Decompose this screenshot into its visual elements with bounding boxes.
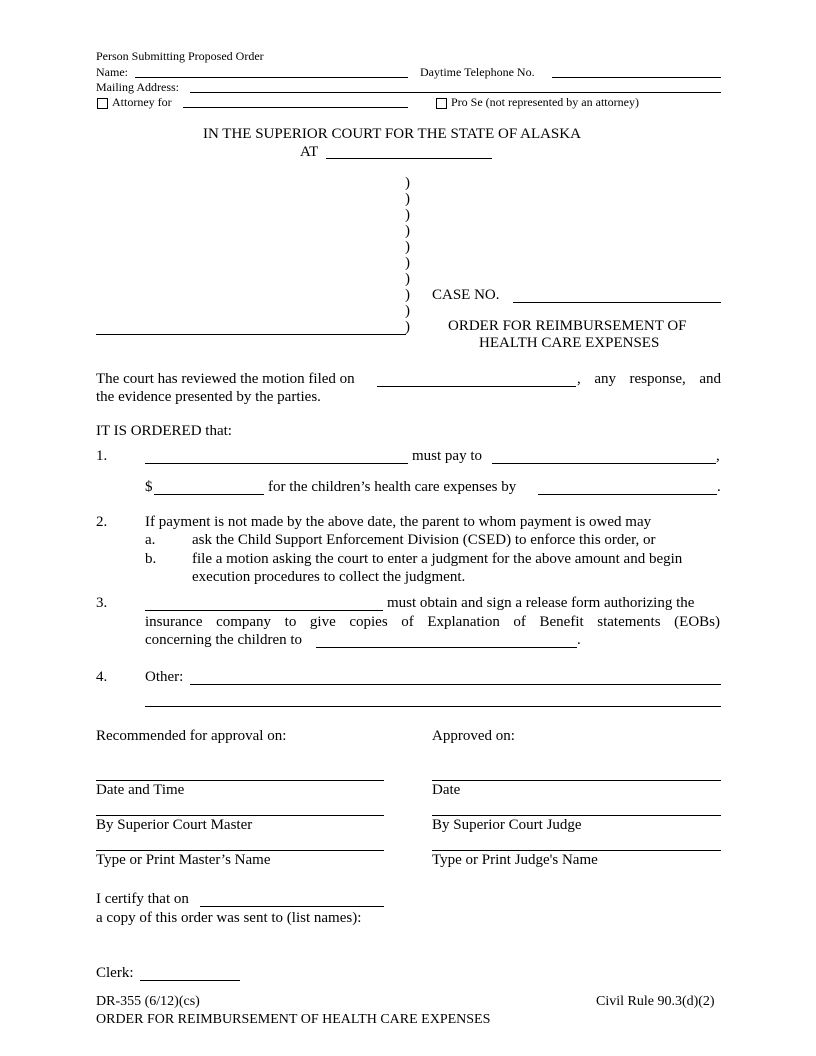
name-label: Name: bbox=[96, 65, 128, 79]
master-label: By Superior Court Master bbox=[96, 817, 253, 833]
order-title-line2: HEALTH CARE EXPENSES bbox=[479, 335, 660, 351]
caption-paren: ) bbox=[405, 287, 410, 303]
pro-se-label: Pro Se (not represented by an attorney) bbox=[451, 95, 639, 109]
other-field-line1[interactable] bbox=[190, 684, 721, 685]
phone-label: Daytime Telephone No. bbox=[420, 65, 535, 79]
intro-line2: the evidence presented by the parties. bbox=[96, 389, 321, 405]
case-no-label: CASE NO. bbox=[432, 287, 500, 303]
case-no-field[interactable] bbox=[513, 302, 721, 303]
caption-paren: ) bbox=[405, 223, 410, 239]
intro-text-cont: , any response, and bbox=[577, 371, 721, 387]
at-label: AT bbox=[300, 144, 319, 160]
certify-line1: I certify that on bbox=[96, 891, 189, 907]
release-party-field[interactable] bbox=[145, 610, 383, 611]
submitter-title: Person Submitting Proposed Order bbox=[96, 49, 264, 63]
expenses-by-text: for the children’s health care expenses by bbox=[268, 479, 517, 495]
item2a-label: a. bbox=[145, 532, 156, 548]
judge-name-field[interactable] bbox=[432, 850, 721, 851]
address-label: Mailing Address: bbox=[96, 80, 179, 94]
item4-number: 4. bbox=[96, 669, 108, 685]
certify-date-field[interactable] bbox=[200, 906, 384, 907]
ordered-heading: IT IS ORDERED that: bbox=[96, 423, 232, 439]
civil-rule: Civil Rule 90.3(d)(2) bbox=[596, 994, 715, 1009]
form-id: DR-355 (6/12)(cs) bbox=[96, 994, 200, 1009]
due-date-field[interactable] bbox=[538, 494, 717, 495]
caption-paren: ) bbox=[405, 319, 410, 335]
caption-paren: ) bbox=[405, 175, 410, 191]
certify-line2: a copy of this order was sent to (list names): bbox=[96, 910, 362, 926]
amount-field[interactable] bbox=[154, 494, 264, 495]
intro-text: The court has reviewed the motion filed on bbox=[96, 371, 355, 387]
phone-field[interactable] bbox=[552, 77, 721, 78]
caption-paren: ) bbox=[405, 255, 410, 271]
caption-paren: ) bbox=[405, 191, 410, 207]
order-title-line1: ORDER FOR REIMBURSEMENT OF bbox=[448, 318, 687, 334]
court-title: IN THE SUPERIOR COURT FOR THE STATE OF ALASKA bbox=[203, 126, 581, 142]
address-field[interactable] bbox=[190, 92, 721, 93]
court-location-field[interactable] bbox=[326, 158, 492, 159]
caption-paren: ) bbox=[405, 271, 410, 287]
name-field[interactable] bbox=[135, 77, 408, 78]
item2a-text: ask the Child Support Enforcement Division (CSED) to enforce this order, or bbox=[192, 532, 656, 548]
item2-text: If payment is not made by the above date, the parent to whom payment is owed may bbox=[145, 514, 652, 530]
approved-label: Approved on: bbox=[432, 728, 515, 744]
other-label: Other: bbox=[145, 669, 184, 685]
comma: , bbox=[716, 448, 720, 464]
judge-label: By Superior Court Judge bbox=[432, 817, 582, 833]
item3-text-line3: concerning the children to bbox=[145, 632, 303, 648]
item2b-text-line1: file a motion asking the court to enter a judgment for the above amount and begin bbox=[192, 551, 683, 567]
attorney-field[interactable] bbox=[183, 107, 408, 108]
clerk-label: Clerk: bbox=[96, 965, 134, 981]
item3-text-line2: insurance company to give copies of Explanation of Benefit statements (EOBs) bbox=[145, 614, 720, 630]
item2b-text-line2: execution procedures to collect the judgment. bbox=[192, 569, 466, 585]
party-names-field[interactable] bbox=[96, 334, 406, 335]
judge-signature-field[interactable] bbox=[432, 815, 721, 816]
payee-field[interactable] bbox=[492, 463, 716, 464]
judge-date-field[interactable] bbox=[432, 780, 721, 781]
caption-paren: ) bbox=[405, 239, 410, 255]
item2b-label: b. bbox=[145, 551, 157, 567]
item2-number: 2. bbox=[96, 514, 108, 530]
item3-text-line1: must obtain and sign a release form authorizing the bbox=[387, 595, 695, 611]
dollar-sign: $ bbox=[145, 479, 153, 495]
caption-paren: ) bbox=[405, 303, 410, 319]
master-signature-field[interactable] bbox=[96, 815, 384, 816]
date-label: Date bbox=[432, 782, 461, 798]
master-name-label: Type or Print Master’s Name bbox=[96, 852, 271, 868]
master-date-field[interactable] bbox=[96, 780, 384, 781]
item3-number: 3. bbox=[96, 595, 108, 611]
footer-form-title: ORDER FOR REIMBURSEMENT OF HEALTH CARE EXPENSES bbox=[96, 1012, 491, 1027]
eob-recipient-field[interactable] bbox=[316, 647, 577, 648]
motion-date-field[interactable] bbox=[377, 386, 576, 387]
item1-number: 1. bbox=[96, 448, 108, 464]
attorney-label: Attorney for bbox=[112, 95, 172, 109]
period: . bbox=[577, 632, 581, 648]
master-name-field[interactable] bbox=[96, 850, 384, 851]
pro-se-checkbox[interactable] bbox=[436, 98, 447, 109]
attorney-checkbox[interactable] bbox=[97, 98, 108, 109]
period: . bbox=[717, 479, 721, 495]
other-field-line2[interactable] bbox=[145, 706, 721, 707]
judge-name-label: Type or Print Judge's Name bbox=[432, 852, 598, 868]
clerk-field[interactable] bbox=[140, 980, 240, 981]
date-time-label: Date and Time bbox=[96, 782, 185, 798]
recommended-label: Recommended for approval on: bbox=[96, 728, 287, 744]
must-pay-text: must pay to bbox=[412, 448, 482, 464]
caption-paren: ) bbox=[405, 207, 410, 223]
payer-field[interactable] bbox=[145, 463, 408, 464]
